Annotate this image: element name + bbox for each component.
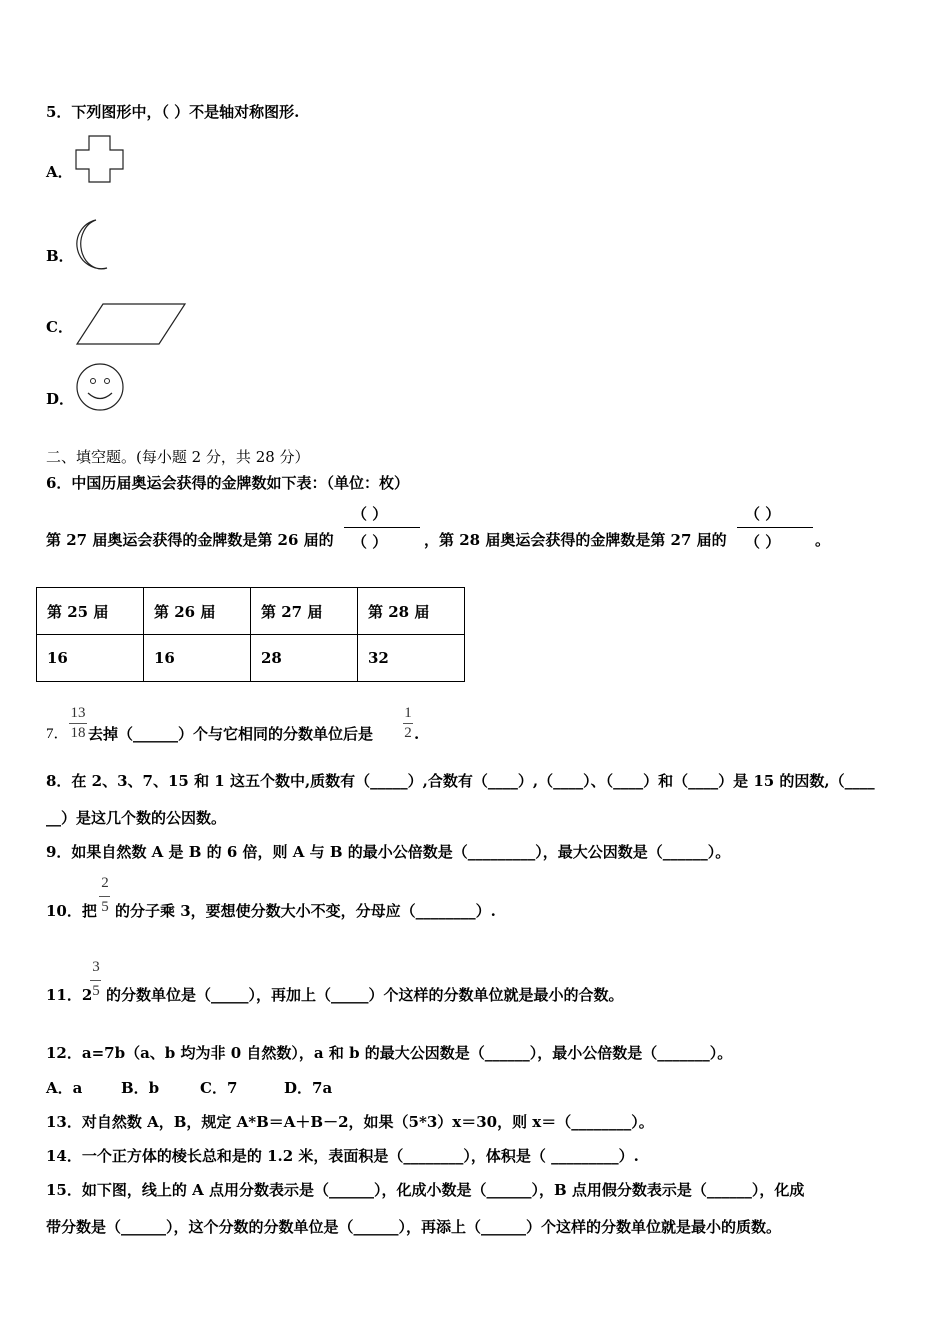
medal-table — [36, 587, 465, 682]
table-cell: 16 — [144, 635, 251, 682]
q8-line-1: 8．在 2、3、7、15 和 1 这五个数中,质数有（_____）,合数有（____）,（____）、（____）和（____）是 15 的因数,（____ — [46, 772, 875, 790]
q6-line-a: 第 27 届奥运会获得的金牌数是第 26 届的 — [46, 531, 334, 549]
q6-line-end: 。 — [815, 531, 831, 549]
fraction-bar — [403, 723, 413, 724]
q6-stem: 6．中国历届奥运会获得的金牌数如下表：（单位：枚） — [46, 474, 409, 492]
q7-text: 去掉（______）个与它相同的分数单位后是 — [88, 725, 374, 743]
q13-text: 13．对自然数 A，B，规定 A*B＝A＋B－2，如果（5*3）x＝30，则 x＝（________）。 — [46, 1113, 654, 1131]
cross-icon — [75, 135, 125, 184]
table-header-cell: 第 27 届 — [251, 588, 358, 635]
q12-option-b: B．b — [121, 1079, 160, 1097]
q7-end: . — [414, 725, 420, 743]
table-header-cell: 第 26 届 — [144, 588, 251, 635]
fraction-bar — [90, 980, 101, 981]
q12-option-c: C．7 — [200, 1079, 238, 1097]
q15-line-1: 15．如下图，线上的 A 点用分数表示是（______），化成小数是（______），B 点用假分数表示是（______），化成 — [46, 1181, 805, 1199]
parallelogram-icon — [75, 302, 187, 347]
smiley-face-icon — [75, 362, 127, 414]
q6-blank-denominator-2[interactable]: （ ） — [745, 533, 781, 551]
q6-line-b: ，第 28 届奥运会获得的金牌数是第 27 届的 — [424, 531, 727, 549]
table-row — [37, 635, 465, 682]
fraction-bar — [99, 896, 110, 897]
q6-blank-numerator-1[interactable]: （ ） — [352, 505, 388, 523]
table-cell: 16 — [37, 635, 144, 682]
q5-option-c-label: C． — [46, 318, 73, 336]
q14-text: 14．一个正方体的棱长总和是的 1.2 米，表面积是（________），体积是（ _________）. — [46, 1147, 639, 1165]
crescent-moon-icon — [74, 218, 110, 271]
q6-blank-numerator-2[interactable]: （ ） — [745, 505, 781, 523]
table-header-cell: 第 25 届 — [37, 588, 144, 635]
fraction-bar — [737, 527, 813, 528]
q11-post: 的分数单位是（_____），再加上（_____）个这样的分数单位就是最小的合数。 — [106, 986, 624, 1004]
q10-pre: 10．把 — [46, 902, 97, 920]
table-cell: 32 — [358, 635, 465, 682]
table-header-cell: 第 28 届 — [358, 588, 465, 635]
q10-fraction-denominator: 5 — [101, 899, 109, 915]
q7-fraction-b-denominator: 2 — [404, 725, 412, 741]
q12-option-d: D．7a — [284, 1079, 333, 1097]
fraction-bar — [344, 527, 420, 528]
fraction-bar — [69, 723, 87, 724]
q7-fraction-b-numerator: 1 — [404, 705, 412, 721]
q5-option-b-label: B． — [46, 247, 74, 265]
q5-option-a-label: A． — [46, 163, 73, 181]
table-row — [37, 588, 465, 635]
q15-line-2: 带分数是（______），这个分数的分数单位是（______），再添上（______）个这样的分数单位就是最小的质数。 — [46, 1218, 782, 1236]
q7-number: 7． — [46, 726, 69, 742]
table-cell: 28 — [251, 635, 358, 682]
q12-stem: 12．a=7b（a、b 均为非 0 自然数），a 和 b 的最大公因数是（______），最小公倍数是（_______）。 — [46, 1044, 733, 1062]
q7-fraction-a-numerator: 13 — [70, 705, 86, 721]
q11-pre: 11．2 — [46, 986, 93, 1004]
q7-fraction-a-denominator: 18 — [70, 725, 86, 741]
q9-text: 9．如果自然数 A 是 B 的 6 倍，则 A 与 B 的最小公倍数是（_________），最大公因数是（______）。 — [46, 843, 731, 861]
section-heading: 二、填空题。(每小题 2 分，共 28 分） — [46, 448, 310, 466]
q6-blank-denominator-1[interactable]: （ ） — [352, 533, 388, 551]
q10-fraction-numerator: 2 — [101, 875, 109, 891]
q11-fraction-numerator: 3 — [92, 959, 100, 975]
q5-option-d-label: D． — [46, 390, 75, 408]
q12-option-a: A．a — [46, 1079, 83, 1097]
q11-fraction-denominator: 5 — [92, 983, 100, 999]
q5-stem: 5．下列图形中，（ ）不是轴对称图形. — [46, 103, 300, 121]
q10-post: 的分子乘 3，要想使分数大小不变，分母应（________）. — [115, 902, 496, 920]
q8-line-2: __）是这几个数的公因数。 — [46, 809, 227, 827]
